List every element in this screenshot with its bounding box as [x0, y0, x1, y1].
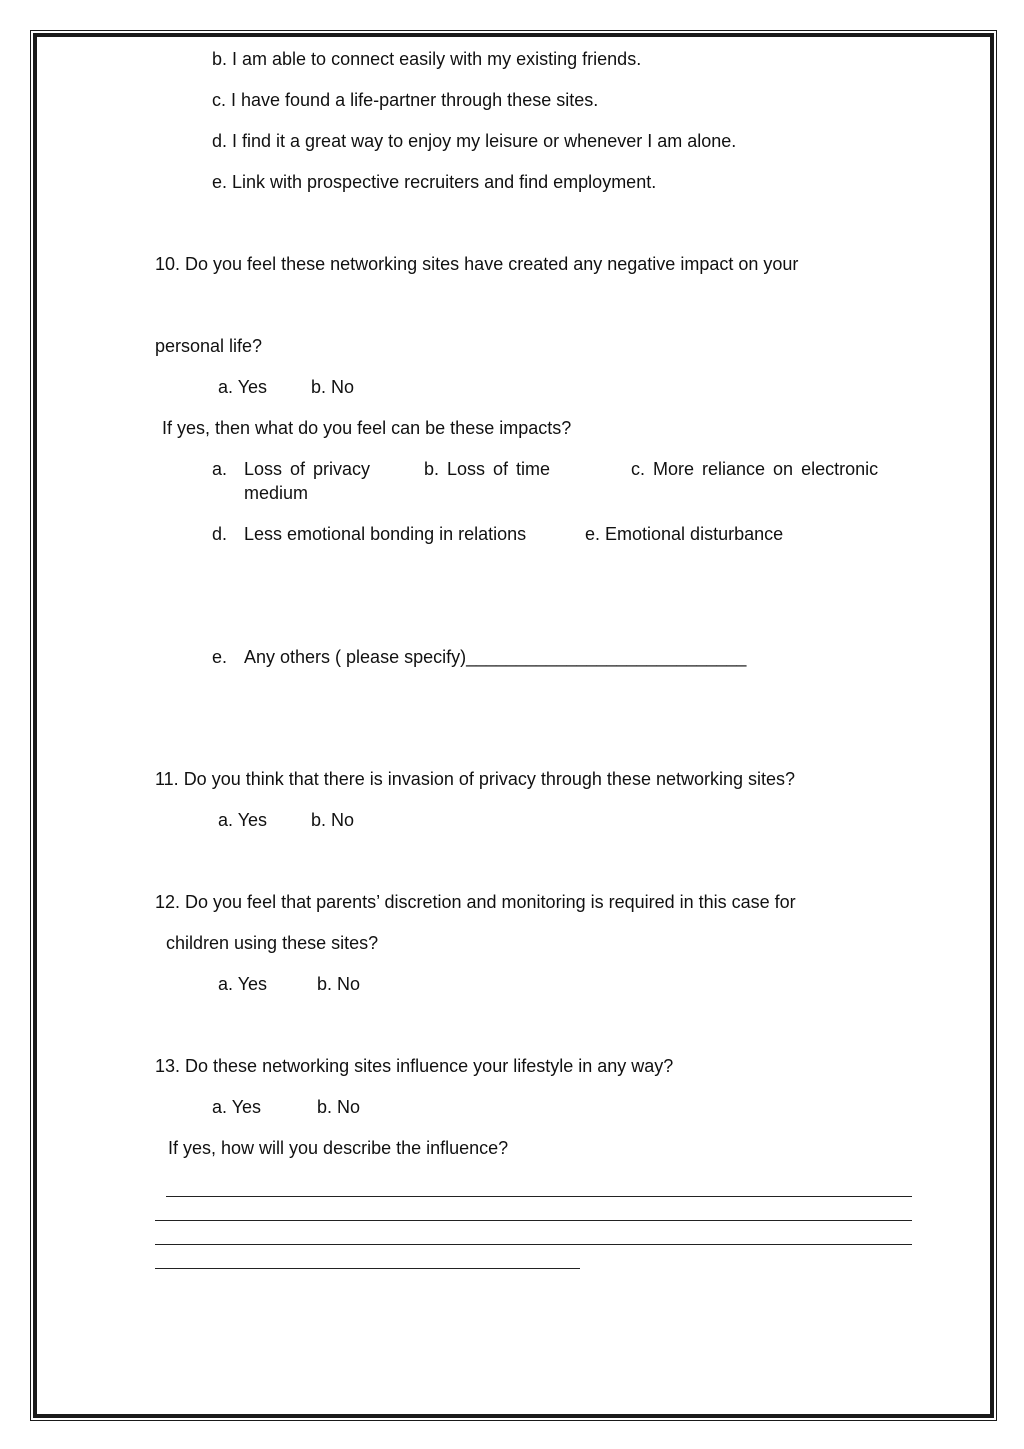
q9-option-d: d. I find it a great way to enjoy my leisure or whenever I am alone. [212, 131, 737, 151]
impact-c-continued: medium [244, 483, 309, 503]
q10-followup: If yes, then what do you feel can be these impacts? [162, 418, 572, 438]
impact-e-text: e. Emotional disturbance [585, 524, 784, 544]
q13-answer-yes: a. Yes [212, 1097, 262, 1117]
q10-question-line1: 10. Do you feel these networking sites have created any negative impact on your [155, 254, 799, 274]
impact-d-text: Less emotional bonding in relations [244, 524, 527, 544]
q10-answer-no: b. No [311, 377, 355, 397]
q9-option-e: e. Link with prospective recruiters and find employment. [212, 172, 657, 192]
impact-c-text: c. More reliance on electronic [631, 459, 879, 479]
q12-answer-no: b. No [317, 974, 361, 994]
q11-answer-yes: a. Yes [218, 810, 268, 830]
q13-followup: If yes, how will you describe the influence? [168, 1138, 509, 1158]
impact-others-marker: e. [212, 647, 228, 667]
q12-question-line1: 12. Do you feel that parents’ discretion and monitoring is required in this case for [155, 892, 796, 912]
impact-a-marker: a. [212, 459, 228, 479]
q10-question-line2: personal life? [155, 336, 263, 356]
impact-a-text: Loss of privacy [244, 459, 371, 479]
q10-answer-yes: a. Yes [218, 377, 268, 397]
impact-d-marker: d. [212, 524, 228, 544]
q13-answer-no: b. No [317, 1097, 361, 1117]
answer-line-1[interactable] [166, 1196, 912, 1197]
q13-question: 13. Do these networking sites influence your lifestyle in any way? [155, 1056, 674, 1076]
page-border [33, 33, 994, 1418]
q12-answer-yes: a. Yes [218, 974, 268, 994]
q9-option-c: c. I have found a life-partner through these sites. [212, 90, 599, 110]
impact-others-text: Any others ( please specify)____________________________ [244, 647, 747, 667]
q11-answer-no: b. No [311, 810, 355, 830]
answer-line-3[interactable] [155, 1244, 912, 1245]
q11-question: 11. Do you think that there is invasion of privacy through these networking sites? [155, 769, 796, 789]
answer-line-4[interactable] [155, 1268, 580, 1269]
q9-option-b: b. I am able to connect easily with my existing friends. [212, 49, 642, 69]
impact-b-text: b. Loss of time [424, 459, 551, 479]
answer-line-2[interactable] [155, 1220, 912, 1221]
q12-question-line2: children using these sites? [166, 933, 379, 953]
